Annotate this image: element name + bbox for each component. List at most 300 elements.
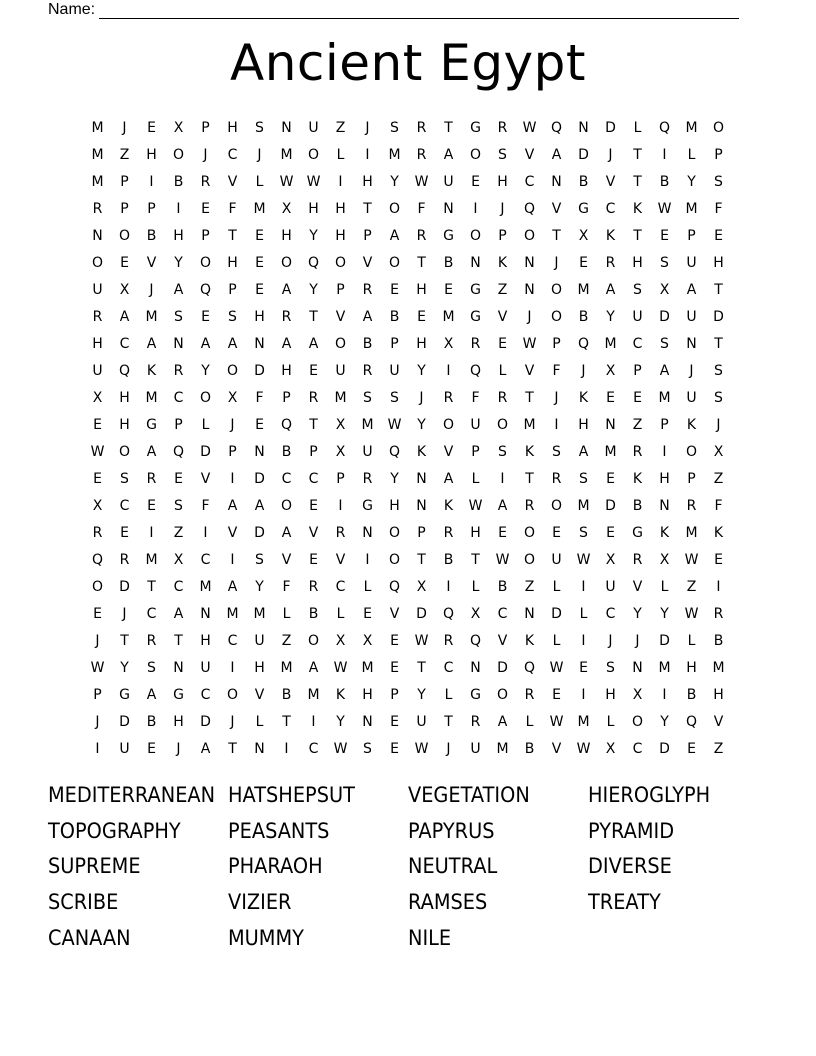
grid-letter: E [390,659,399,676]
grid-letter: O [712,119,725,136]
grid-letter: X [713,443,724,460]
grid-letter: X [335,443,346,460]
grid-letter: U [92,281,103,298]
letter-grid [84,114,732,762]
grid-letter: C [119,497,130,514]
grid-letter: A [686,281,697,298]
grid-letter: L [687,146,696,163]
grid-letter: P [417,524,426,541]
grid-letter: S [579,524,588,541]
grid-letter: T [633,146,642,163]
grid-letter: J [554,389,559,406]
grid-letter: Q [469,632,482,649]
grid-letter: P [336,470,345,487]
word-list-item: MEDITERRANEAN [48,782,216,807]
grid-letter: B [497,578,508,595]
grid-letter: I [149,524,154,541]
grid-letter: R [416,227,427,244]
word-list-item: NEUTRAL [408,854,498,879]
grid-letter: I [446,362,451,379]
grid-letter: I [365,146,370,163]
grid-letter: G [578,200,589,217]
grid-letter: E [309,362,318,379]
grid-letter: U [389,362,400,379]
grid-letter: R [443,389,454,406]
grid-letter: R [551,470,562,487]
grid-letter: I [230,551,235,568]
grid-letter: L [525,713,534,730]
grid-letter: L [471,470,480,487]
grid-letter: M [604,443,617,460]
grid-letter: A [146,686,157,703]
grid-letter: A [308,335,319,352]
grid-letter: E [309,551,318,568]
grid-letter: U [605,578,616,595]
grid-letter: T [525,470,534,487]
grid-letter: B [308,605,319,622]
word-list-item: PYRAMID [588,818,675,843]
grid-letter: W [414,632,429,649]
grid-letter: M [145,551,158,568]
grid-letter: G [632,524,643,541]
grid-letter: J [365,119,370,136]
grid-letter: E [633,389,642,406]
grid-letter: Q [442,605,455,622]
grid-letter: M [280,659,293,676]
grid-letter: R [281,308,292,325]
grid-letter: K [497,254,508,271]
grid-letter: E [714,227,723,244]
grid-letter: S [228,308,237,325]
grid-letter: P [93,686,102,703]
grid-letter: O [226,686,239,703]
grid-letter: M [523,416,536,433]
grid-letter: F [552,362,561,379]
grid-letter: X [470,605,481,622]
grid-letter: V [335,551,346,568]
grid-letter: O [307,632,320,649]
grid-letter: P [228,443,237,460]
grid-letter: C [200,686,211,703]
grid-letter: B [146,227,157,244]
grid-letter: Q [91,551,104,568]
grid-letter: E [201,200,210,217]
grid-letter: O [550,497,563,514]
grid-letter: O [172,146,185,163]
grid-letter: V [227,524,238,541]
grid-letter: T [444,713,453,730]
grid-letter: S [363,740,372,757]
grid-letter: D [551,605,562,622]
grid-letter: R [497,389,508,406]
grid-letter: C [281,470,292,487]
grid-letter: P [660,416,669,433]
grid-letter: S [498,443,507,460]
grid-letter: N [686,335,697,352]
grid-letter: H [632,254,643,271]
grid-letter: S [174,497,183,514]
grid-letter: J [608,632,613,649]
grid-letter: U [686,254,697,271]
grid-letter: E [660,227,669,244]
grid-letter: V [443,443,454,460]
grid-letter: X [173,551,184,568]
grid-letter: P [390,335,399,352]
grid-letter: B [713,632,724,649]
grid-letter: T [633,173,642,190]
grid-letter: O [550,281,563,298]
grid-letter: D [497,659,508,676]
grid-letter: R [443,524,454,541]
grid-letter: W [414,173,429,190]
grid-letter: G [470,308,481,325]
grid-letter: E [255,416,264,433]
grid-letter: E [579,659,588,676]
grid-letter: M [226,605,239,622]
grid-letter: H [713,254,724,271]
grid-letter: N [632,659,643,676]
grid-letter: B [281,686,292,703]
grid-letter: A [659,362,670,379]
grid-letter: Z [524,578,535,595]
grid-letter: C [119,335,130,352]
grid-letter: I [581,632,586,649]
grid-letter: O [307,146,320,163]
grid-letter: R [362,281,373,298]
grid-letter: L [687,632,696,649]
grid-letter: D [659,632,670,649]
grid-letter: S [660,254,669,271]
grid-letter: A [173,605,184,622]
grid-letter: H [146,146,157,163]
grid-letter: E [255,281,264,298]
grid-letter: C [524,173,535,190]
grid-letter: E [552,686,561,703]
grid-letter: J [203,146,208,163]
grid-letter: A [200,335,211,352]
grid-letter: M [442,308,455,325]
grid-letter: E [579,254,588,271]
grid-letter: N [416,470,427,487]
grid-letter: R [524,497,535,514]
grid-letter: K [632,470,643,487]
grid-letter: L [255,173,264,190]
grid-letter: H [173,227,184,244]
grid-letter: K [416,443,427,460]
grid-letter: E [390,281,399,298]
grid-letter: T [309,308,318,325]
grid-letter: L [336,605,345,622]
grid-letter: X [605,740,616,757]
grid-letter: S [255,119,264,136]
grid-letter: E [390,713,399,730]
grid-letter: N [470,254,481,271]
grid-letter: R [686,497,697,514]
grid-letter: X [632,686,643,703]
grid-letter: R [524,686,535,703]
grid-letter: P [633,362,642,379]
grid-letter: V [605,173,616,190]
grid-letter: E [390,632,399,649]
grid-letter: S [579,470,588,487]
grid-letter: W [306,173,321,190]
grid-letter: G [470,119,481,136]
grid-letter: R [92,524,103,541]
grid-letter: Y [660,605,669,622]
grid-letter: U [416,713,427,730]
grid-letter: H [686,659,697,676]
grid-letter: F [255,389,264,406]
grid-letter: H [497,173,508,190]
word-list-item: PAPYRUS [408,818,495,843]
grid-letter: R [470,713,481,730]
grid-letter: X [416,578,427,595]
grid-letter: H [362,686,373,703]
word-list-item: HIEROGLYPH [588,782,711,807]
grid-letter: H [173,713,184,730]
grid-letter: M [658,659,671,676]
grid-letter: K [524,443,535,460]
grid-letter: N [578,119,589,136]
grid-letter: E [147,497,156,514]
grid-letter: N [551,173,562,190]
grid-letter: O [280,497,293,514]
grid-letter: N [92,227,103,244]
grid-letter: B [524,740,535,757]
grid-letter: E [120,524,129,541]
grid-letter: O [91,578,104,595]
grid-letter: M [685,119,698,136]
grid-letter: O [469,146,482,163]
word-list-item: SCRIBE [48,890,119,915]
grid-letter: M [145,389,158,406]
grid-letter: E [444,281,453,298]
grid-letter: X [119,281,130,298]
grid-letter: L [336,146,345,163]
grid-letter: R [119,551,130,568]
grid-letter: U [335,362,346,379]
grid-letter: Q [469,362,482,379]
grid-letter: Y [390,173,399,190]
grid-letter: N [524,254,535,271]
grid-letter: E [498,335,507,352]
grid-letter: T [714,335,723,352]
grid-letter: I [338,173,343,190]
grid-letter: K [713,524,724,541]
grid-letter: Z [173,524,184,541]
grid-letter: S [714,173,723,190]
grid-letter: E [552,524,561,541]
grid-letter: R [497,119,508,136]
grid-letter: A [578,443,589,460]
grid-letter: L [363,578,372,595]
grid-letter: J [230,713,235,730]
word-list-item: NILE [408,926,452,951]
grid-letter: M [685,524,698,541]
grid-letter: J [716,416,721,433]
grid-letter: A [227,497,238,514]
grid-letter: G [470,686,481,703]
grid-letter: E [309,497,318,514]
grid-letter: V [227,173,238,190]
grid-letter: O [118,443,131,460]
grid-letter: Y [417,416,426,433]
grid-letter: O [523,551,536,568]
grid-letter: F [228,200,237,217]
grid-letter: W [387,416,402,433]
grid-letter: C [632,740,643,757]
grid-letter: E [255,227,264,244]
grid-letter: T [228,740,237,757]
grid-letter: D [605,497,616,514]
grid-letter: R [146,632,157,649]
grid-letter: W [468,497,483,514]
grid-letter: X [605,362,616,379]
grid-letter: T [363,200,372,217]
grid-letter: E [471,173,480,190]
grid-letter: J [95,713,100,730]
grid-letter: V [713,713,724,730]
grid-letter: F [714,200,723,217]
grid-letter: X [227,389,238,406]
grid-letter: F [201,497,210,514]
grid-letter: H [335,227,346,244]
grid-letter: M [658,389,671,406]
grid-letter: S [363,389,372,406]
grid-letter: P [228,281,237,298]
grid-letter: H [308,200,319,217]
grid-letter: R [92,308,103,325]
grid-letter: Y [417,686,426,703]
grid-letter: U [470,740,481,757]
word-list-item: SUPREME [48,854,141,879]
grid-letter: E [174,470,183,487]
grid-letter: R [362,362,373,379]
grid-letter: D [119,578,130,595]
grid-letter: Q [577,335,590,352]
grid-letter: R [416,146,427,163]
grid-letter: X [335,416,346,433]
grid-letter: R [632,551,643,568]
grid-letter: L [471,578,480,595]
grid-letter: C [227,632,238,649]
grid-letter: X [659,551,670,568]
grid-letter: U [254,632,265,649]
word-list-item: CANAAN [48,926,131,951]
grid-letter: T [525,389,534,406]
grid-letter: N [659,497,670,514]
grid-letter: N [254,443,265,460]
grid-letter: I [230,659,235,676]
grid-letter: W [333,740,348,757]
grid-letter: F [417,200,426,217]
grid-letter: Q [523,659,536,676]
grid-letter: B [362,335,373,352]
grid-letter: V [362,254,373,271]
grid-letter: O [118,227,131,244]
grid-letter: P [201,119,210,136]
grid-letter: H [389,497,400,514]
grid-letter: T [471,551,480,568]
grid-letter: T [120,632,129,649]
grid-letter: F [282,578,291,595]
grid-letter: K [524,632,535,649]
grid-letter: N [470,659,481,676]
grid-letter: P [390,686,399,703]
grid-letter: N [362,524,373,541]
grid-letter: M [577,713,590,730]
grid-letter: N [173,659,184,676]
grid-letter: I [662,443,667,460]
grid-letter: J [257,146,262,163]
grid-letter: U [443,173,454,190]
grid-letter: E [687,740,696,757]
word-list-item: PHARAOH [228,854,323,879]
grid-letter: Y [660,713,669,730]
grid-letter: E [255,254,264,271]
grid-letter: N [254,335,265,352]
grid-letter: H [119,389,130,406]
grid-letter: E [93,470,102,487]
grid-letter: B [389,308,400,325]
grid-letter: U [686,389,697,406]
grid-letter: U [470,416,481,433]
grid-letter: Y [390,470,399,487]
grid-letter: G [119,686,130,703]
grid-letter: A [146,443,157,460]
grid-letter: X [362,632,373,649]
grid-letter: I [473,200,478,217]
grid-letter: E [390,740,399,757]
grid-letter: Q [388,578,401,595]
word-list-item: VEGETATION [408,782,530,807]
grid-letter: Q [523,200,536,217]
grid-letter: Z [632,416,643,433]
grid-letter: G [443,227,454,244]
word-list-item: TOPOGRAPHY [48,818,181,843]
grid-letter: M [577,281,590,298]
grid-letter: Y [633,605,642,622]
grid-letter: H [578,416,589,433]
grid-letter: B [281,443,292,460]
grid-letter: E [120,254,129,271]
grid-letter: U [119,740,130,757]
grid-letter: F [714,497,723,514]
grid-letter: O [523,524,536,541]
grid-letter: A [497,713,508,730]
grid-letter: O [388,551,401,568]
grid-letter: H [119,416,130,433]
word-list-item: PEASANTS [228,818,330,843]
grid-letter: I [365,551,370,568]
grid-letter: G [173,686,184,703]
grid-letter: H [659,470,670,487]
grid-letter: V [497,632,508,649]
grid-letter: G [362,497,373,514]
grid-letter: B [632,497,643,514]
grid-letter: Y [201,362,210,379]
grid-letter: X [578,227,589,244]
grid-letter: P [687,227,696,244]
grid-letter: Y [309,281,318,298]
grid-letter: Q [307,254,320,271]
grid-letter: R [443,632,454,649]
grid-letter: L [633,119,642,136]
grid-letter: C [173,578,184,595]
grid-letter: C [632,335,643,352]
grid-letter: C [605,200,616,217]
grid-letter: V [146,254,157,271]
